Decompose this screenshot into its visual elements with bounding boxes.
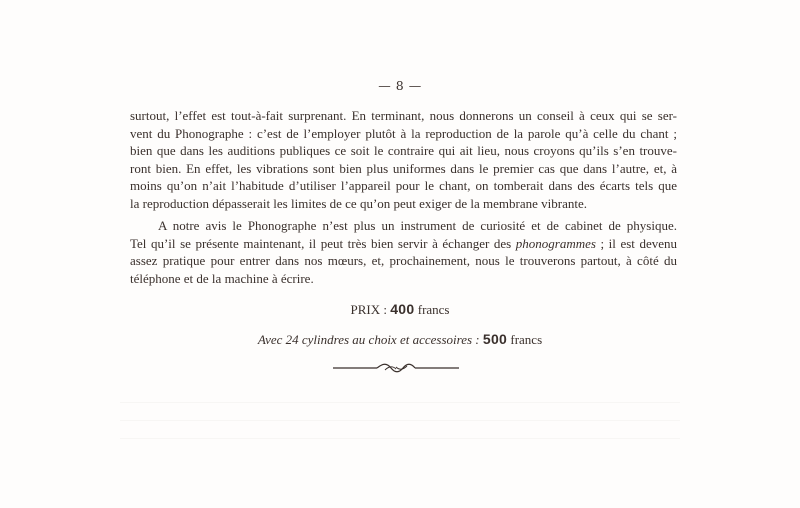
price-line-with-cylinders xyxy=(0,331,800,348)
price-unit: francs xyxy=(414,302,450,317)
text-line: la reproduction dépasserait les limites de ce qu’on peut exiger de la membrane vibrante. xyxy=(130,195,587,211)
text-line: ront bien. En effet, les vibrations sont bien plus uniformes dans le premier cas que dans l’autre, et, à xyxy=(130,160,677,176)
text-line: téléphone et de la machine à écrire. xyxy=(130,270,314,286)
text-line: moins qu’on n’ait l’habitude d’utiliser l’appareil pour le chant, on tomberait dans des écarts tels que xyxy=(130,178,677,193)
price-line-base xyxy=(0,301,800,318)
show-through-line xyxy=(120,438,680,439)
price-value: 400 xyxy=(390,301,415,317)
page-number: — 8 — xyxy=(378,78,422,93)
italic-term: phonogrammes xyxy=(515,235,596,251)
text-line xyxy=(130,235,677,253)
text-line: bien que dans les auditions publiques ce soit le contraire qui ait lieu, nous croyons qu’ils s’en trouve- xyxy=(130,143,677,158)
body-text xyxy=(130,107,677,287)
text-line: assez pratique pour entrer dans nos mœurs, et, prochainement, nous le trouverons partout, à côté du xyxy=(130,253,677,268)
text-line: surtout, l’effet est tout-à-fait surprenant. En terminant, nous donnerons un conseil à ceux qui se ser- xyxy=(130,108,677,123)
text-line: vent du Phonographe : c’est de l’employer plutôt à la reproduction de la parole qu’à celle du chant ; xyxy=(130,125,677,141)
price-value: 500 xyxy=(482,331,508,347)
ornament-divider xyxy=(333,362,459,374)
text-segment: ; il est devenu xyxy=(595,235,677,251)
text-segment: Tel qu’il se présente maintenant, il peut très bien servir à échanger des xyxy=(130,235,516,251)
show-through-line xyxy=(120,420,680,421)
text-line: A notre avis le Phonographe n’est plus un instrument de curiosité et de cabinet de physique. xyxy=(158,218,677,233)
price-unit: francs xyxy=(507,332,543,347)
show-through-line xyxy=(120,402,680,403)
price-label: Avec 24 cylindres au choix et accessoires : xyxy=(257,332,483,347)
ornament-swirl xyxy=(377,364,415,372)
price-label: PRIX : xyxy=(350,302,391,317)
